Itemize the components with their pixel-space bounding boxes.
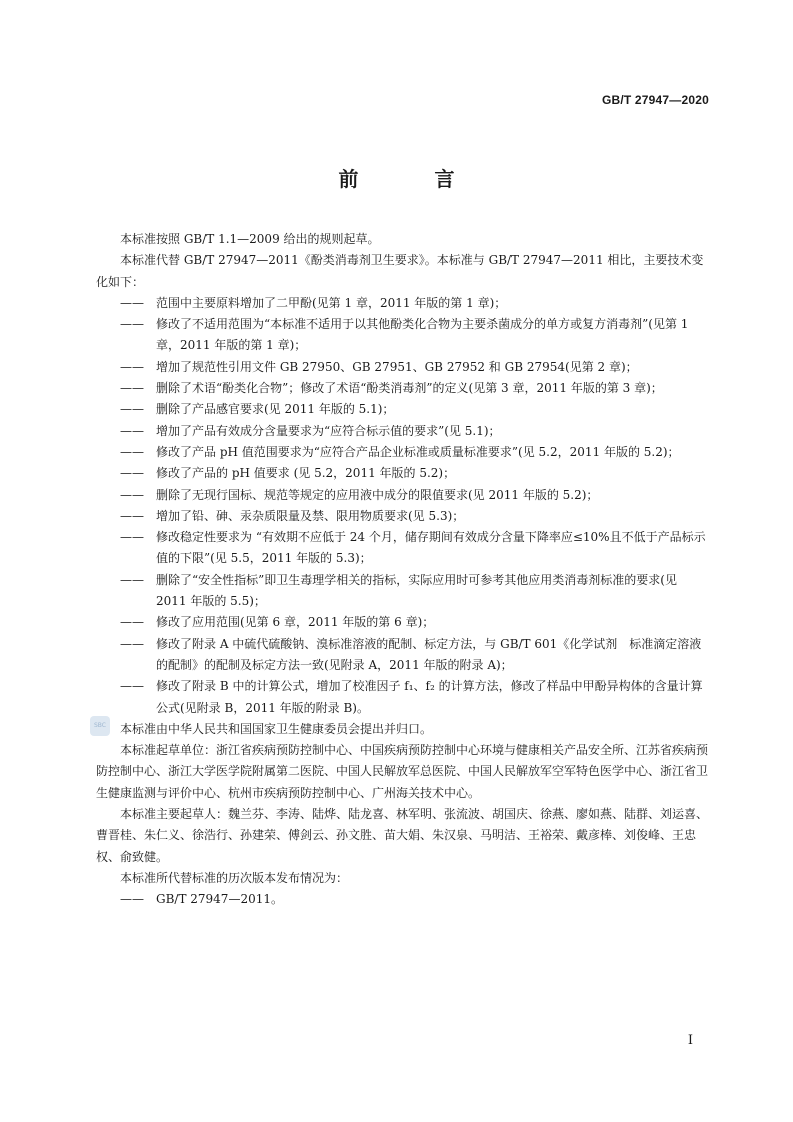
list-item xyxy=(120,527,710,570)
change-item: 修改稳定性要求为 “有效期不应低于 24 个月，储存期间有效成分含量下降率应≤10%且不低于产品标示值的下限”(见 5.5，2011 年版的 5.3)； xyxy=(156,530,706,566)
list-item xyxy=(120,676,710,719)
list-item xyxy=(120,570,710,613)
list-item xyxy=(120,463,710,484)
dash-mark: —— xyxy=(120,423,144,438)
change-item: 删除了术语“酚类化合物”；修改了术语“酚类消毒剂”的定义(见第 3 章，2011 年版的第 3 章)； xyxy=(156,381,663,396)
list-item xyxy=(120,634,710,677)
foreword-body xyxy=(96,229,710,911)
change-item: 删除了无现行国标、规范等规定的应用液中成分的限值要求(见 2011 年版的 5.2)； xyxy=(156,487,599,502)
change-item: 修改了不适用范围为“本标准不适用于以其他酚类化合物为主要杀菌成分的单方或复方消毒剂”(见第 1 章，2011 年版的第 1 章)； xyxy=(156,317,689,353)
dash-mark: —— xyxy=(120,892,144,907)
list-item xyxy=(120,421,710,442)
list-item xyxy=(120,612,710,633)
dash-mark: —— xyxy=(120,444,144,459)
dash-mark: —— xyxy=(120,572,144,587)
change-item: 修改了产品的 pH 值要求 (见 5.2，2011 年版的 5.2)； xyxy=(156,466,456,481)
change-item: 删除了“安全性指标”即卫生毒理学相关的指标，实际应用时可参考其他应用类消毒剂标准的要求(见 2011 年版的 5.5)； xyxy=(156,572,677,609)
change-item: 范围中主要原料增加了二甲酚(见第 1 章，2011 年版的第 1 章)； xyxy=(156,295,507,310)
list-item xyxy=(120,442,710,463)
list-item xyxy=(120,314,710,357)
paragraph: 本标准按照 GB/T 1.1—2009 给出的规则起草。 xyxy=(120,232,380,246)
standard-number: GB/T 27947—2020 xyxy=(601,93,709,107)
page-number: I xyxy=(687,1033,693,1048)
dash-mark: —— xyxy=(120,679,144,694)
watermark-logo: SBC xyxy=(90,716,110,736)
paragraph: 本标准起草单位：浙江省疾病预防控制中心、中国疾病预防控制中心环境与健康相关产品安全所、江苏省疾病预防控制中心、浙江大学医学院附属第二医院、中国人民解放军总医院、中国人民解放军空军特色医学中心、浙江省卫生健康监测与评价中心、杭州市疾病预防控制中心、广州海关技术中心。 xyxy=(96,743,709,800)
change-item: 修改了附录 A 中硫代硫酸钠、溴标准溶液的配制、标定方法，与 GB/T 601《化学试剂 标准滴定溶液的配制》的配制及标定方法一致(见附录 A，2011 年版的附录 A)； xyxy=(156,636,702,672)
dash-mark: —— xyxy=(120,381,144,396)
change-item: 修改了应用范围(见第 6 章，2011 年版的第 6 章)； xyxy=(156,615,435,630)
change-item: 删除了产品感官要求(见 2011 年版的 5.1)； xyxy=(156,402,395,417)
paragraph: 本标准主要起草人：魏兰芬、李涛、陆烨、陆龙喜、林军明、张流波、胡国庆、徐燕、廖如燕、陆群、刘运喜、曹晋桂、朱仁义、徐浩行、孙建荣、傅剑云、孙文胜、苗大娟、朱汉泉、马明洁、王裕荣、戴彦棒、刘俊峰、王忠权、俞致健。 xyxy=(96,807,709,864)
dash-mark: —— xyxy=(120,295,144,310)
change-item: 增加了规范性引用文件 GB 27950、GB 27951、GB 27952 和 GB 27954(见第 2 章)； xyxy=(156,359,638,374)
change-item: 修改了附录 B 中的计算公式，增加了校准因子 f₁、f₂ 的计算方法，修改了样品中甲酚异构体的含量计算公式(见附录 B，2011 年版的附录 B)。 xyxy=(156,679,703,715)
dash-mark: —— xyxy=(120,615,144,630)
dash-mark: —— xyxy=(120,317,144,332)
change-item: 增加了产品有效成分含量要求为“应符合标示值的要求”(见 5.1)； xyxy=(156,423,501,438)
page-title: 前 言 xyxy=(338,167,483,191)
paragraph: 本标准所代替标准的历次版本发布情况为： xyxy=(120,870,349,885)
list-item xyxy=(120,399,710,420)
paragraph: 本标准由中华人民共和国国家卫生健康委员会提出并归口。 xyxy=(120,721,433,736)
dash-mark: —— xyxy=(120,636,144,651)
dash-mark: —— xyxy=(120,402,144,417)
list-item xyxy=(120,506,710,527)
list-item xyxy=(120,485,710,506)
list-item xyxy=(120,889,710,910)
change-item: 增加了铅、砷、汞杂质限量及禁、限用物质要求(见 5.3)； xyxy=(156,508,465,523)
list-item xyxy=(120,293,710,314)
dash-mark: —— xyxy=(120,487,144,502)
dash-mark: —— xyxy=(120,359,144,374)
change-item: 修改了产品 pH 值范围要求为“应符合产品企业标准或质量标准要求”(见 5.2，2011 年版的 5.2)； xyxy=(156,444,680,459)
dash-mark: —— xyxy=(120,466,144,481)
dash-mark: —— xyxy=(120,530,144,545)
list-item xyxy=(120,357,710,378)
dash-mark: —— xyxy=(120,508,144,523)
paragraph: 本标准代替 GB/T 27947—2011《酚类消毒剂卫生要求》。本标准与 GB/T 27947—2011 相比，主要技术变化如下： xyxy=(96,253,704,289)
history-item: GB/T 27947—2011。 xyxy=(156,892,283,907)
list-item xyxy=(120,378,710,399)
